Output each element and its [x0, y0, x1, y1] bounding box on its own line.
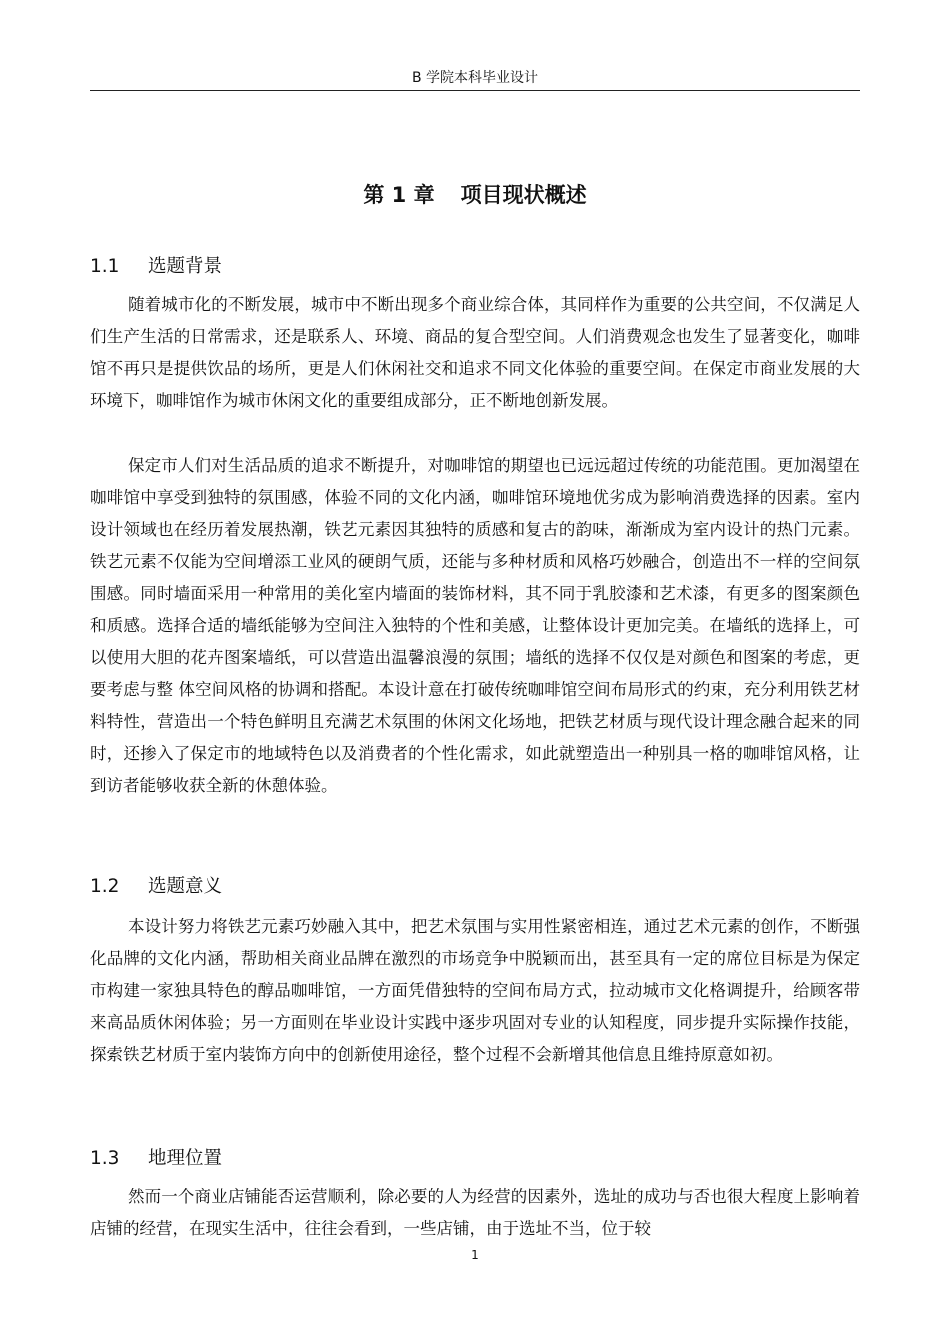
- section-number: 1.2: [90, 876, 120, 897]
- section-title: 选题意义: [148, 876, 223, 897]
- section-title: 选题背景: [148, 256, 223, 277]
- section-heading: [90, 254, 222, 280]
- paragraph: 随着城市化的不断发展，城市中不断出现多个商业综合体，其同样作为重要的公共空间，不仅满足人们生产生活的日常需求，还是联系人、环境、商品的复合型空间。人们消费观念也发生了显著变化，咖啡馆不再只是提供饮品的场所，更是人们休闲社交和追求不同文化体验的重要空间。在保定市商业发展的大环境下，咖啡馆作为城市休闲文化的重要组成部分，正不断地创新发展。: [90, 295, 860, 410]
- page-header: [90, 68, 860, 91]
- section-number: 1.1: [90, 256, 120, 277]
- chapter-number: 第 1 章: [363, 183, 435, 207]
- paragraph: 然而一个商业店铺能否运营顺利，除必要的人为经营的因素外，选址的成功与否也很大程度上影响着店铺的经营，在现实生活中，往往会看到，一些店铺，由于选址不当，位于较: [90, 1187, 860, 1238]
- section-title: 地理位置: [148, 1148, 223, 1169]
- chapter-heading: [90, 180, 860, 210]
- paragraph: 保定市人们对生活品质的追求不断提升，对咖啡馆的期望也已远远超过传统的功能范围。更加渴望在咖啡馆中享受到独特的氛围感，体验不同的文化内涵，咖啡馆环境地优劣成为影响消费选择的因素。室内设计领域也在经历着发展热潮，铁艺元素因其独特的质感和复古的韵味，渐渐成为室内设计的热门元素。铁艺元素不仅能为空间增添工业风的硬朗气质，还能与多种材质和风格巧妙融合，创造出不一样的空间氛围感。同时墙面采用一种常用的美化室内墙面的装饰材料，其不同于乳胶漆和艺术漆，有更多的图案颜色和质感。选择合适的墙纸能够为空间注入独特的个性和美感，让整体设计更加完美。在墙纸的选择上，可以使用大胆的花卉图案墙纸，可以营造出温馨浪漫的氛围；墙纸的选择不仅仅是对颜色和图案的考虑，更要考虑与整 体空间风格的协调和搭配。本设计意在打破传统咖啡馆空间布局形式的约束，充分利用铁艺材料特性，营造出一个特色鲜明且充满艺术氛围的休闲文化场地，把铁艺材质与现代设计理念融合起来的同时，还掺入了保定市的地域特色以及消费者的个性化需求，如此就塑造出一种别具一格的咖啡馆风格，让到访者能够收获全新的休憩体验。: [90, 456, 860, 795]
- section-number: 1.3: [90, 1148, 120, 1169]
- section-heading: [90, 874, 222, 900]
- page-number: 1: [471, 1248, 479, 1262]
- chapter-title: 项目现状概述: [460, 183, 587, 207]
- header-title: B 学院本科毕业设计: [411, 70, 539, 86]
- section-heading: [90, 1146, 222, 1172]
- paragraph: 本设计努力将铁艺元素巧妙融入其中，把艺术氛围与实用性紧密相连，通过艺术元素的创作，不断强化品牌的文化内涵，帮助相关商业品牌在激烈的市场竞争中脱颖而出，甚至具有一定的席位目标是为保定市构建一家独具特色的醇品咖啡馆，一方面凭借独特的空间布局方式，拉动城市文化格调提升，给顾客带来高品质休闲体验；另一方面则在毕业设计实践中逐步巩固对专业的认知程度，同步提升实际操作技能，探索铁艺材质于室内装饰方向中的创新使用途径，整个过程不会新增其他信息且维持原意如初。: [90, 917, 860, 1064]
